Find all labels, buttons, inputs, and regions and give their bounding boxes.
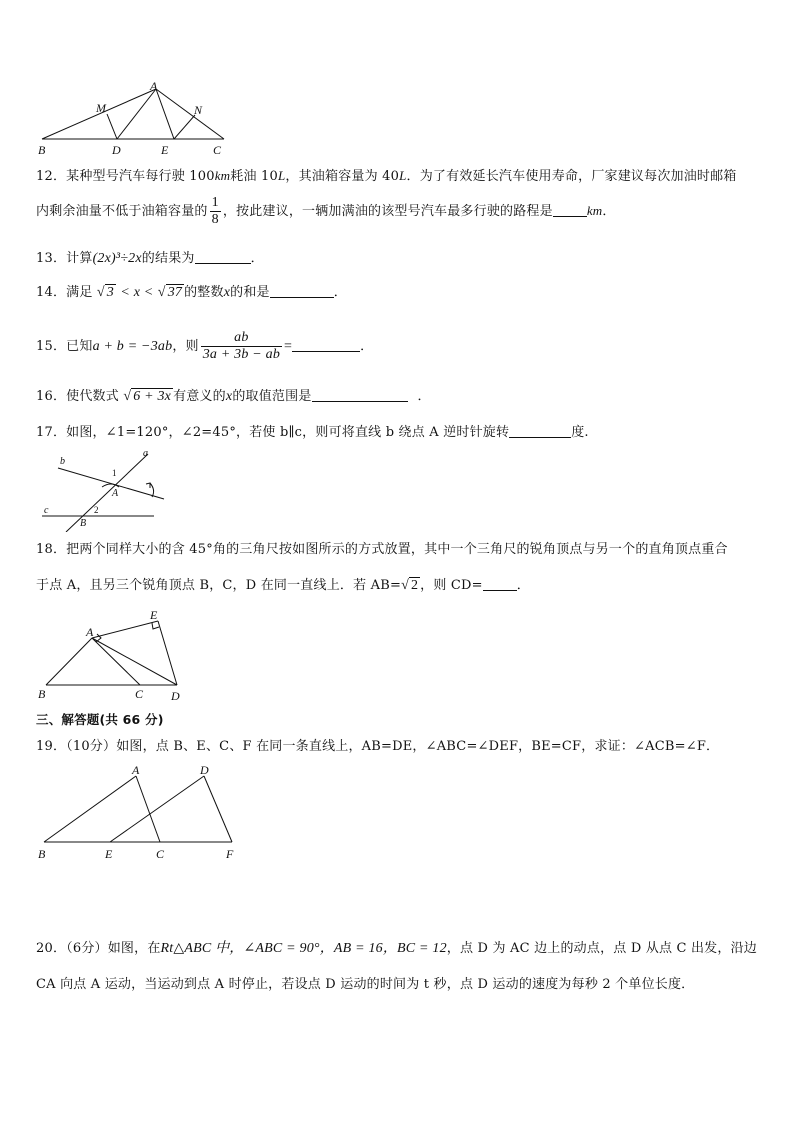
label-E: E	[150, 608, 158, 622]
label-B: B	[38, 687, 46, 701]
label-c: c	[44, 505, 49, 516]
section-heading: 三、解答题(共 66 分)	[36, 712, 164, 727]
label-a: A	[150, 79, 158, 93]
label-C: C	[135, 687, 144, 701]
question-20-line-2: CA 向点 A 运动，当运动到点 A 时停止，若设点 D 运动的时间为 t 秒，点 D 运动的速度为每秒 2 个单位长度．	[36, 977, 695, 992]
label-b: b	[60, 456, 65, 467]
label-D: D	[171, 689, 180, 702]
question-15: 15．已知a + b = −3ab，则 $\frac{ab}{3a + 3b - ab}$ = ．	[36, 330, 374, 362]
sqrt-37: √ 37	[157, 285, 183, 300]
figure-triangle-bdec	[30, 78, 240, 158]
label-F: F	[226, 847, 234, 861]
label-A: A	[112, 488, 119, 499]
question-12-line-1: 12．某种型号汽车每行驶 100km耗油 10L，其油箱容量为 40L．为了有效延长汽车使用寿命，厂家建议每次加油时邮箱	[36, 168, 737, 184]
label-A: A	[132, 763, 140, 777]
label-b: B	[38, 143, 46, 157]
label-B: B	[38, 847, 46, 861]
label-angle-1: 1	[112, 468, 117, 478]
fraction-one-eighth: $\frac{1}{8}$	[211, 195, 219, 227]
label-E: E	[105, 847, 113, 861]
question-18-line-1: 18．把两个同样大小的含 45°角的三角尺按如图所示的方式放置，其中一个三角尺的锐角顶点与另一个的直角顶点重合	[36, 542, 728, 557]
sqrt-3: √ 3	[96, 285, 114, 300]
sqrt-6-plus-3x: √ 6 + 3x	[123, 389, 172, 404]
question-19: 19．（10分）如图，点 B、E、C、F 在同一条直线上，AB=DE，∠ABC=∠DEF，BE=CF，求证：∠ACB=∠F．	[36, 739, 720, 754]
question-17: 17．如图，∠1=120°，∠2=45°，若使 b∥c，则可将直线 b 绕点 A 逆时针旋转 度.	[36, 425, 589, 440]
question-18-line-2: 于点 A，且另三个锐角顶点 B，C，D 在同一直线上．若 AB=√ 2 ，则 CD= ．	[36, 578, 530, 593]
answer-blank-18[interactable]	[483, 577, 517, 591]
figure-triangle-rulers	[34, 606, 194, 702]
label-angle-2: 2	[94, 505, 99, 515]
answer-blank-17[interactable]	[509, 424, 571, 438]
label-m: M	[96, 101, 106, 115]
label-d: D	[112, 143, 121, 157]
figure-two-triangles	[32, 762, 242, 862]
question-14: 14．满足 √ 3 < x < √ 37 的整数x的和是 ．	[36, 285, 347, 300]
answer-blank-14[interactable]	[270, 284, 334, 298]
answer-blank-12[interactable]	[553, 203, 587, 217]
label-B: B	[80, 518, 87, 529]
label-C: C	[156, 847, 165, 861]
answer-blank-13[interactable]	[195, 250, 251, 264]
label-A: A	[86, 625, 94, 639]
label-a: a	[143, 448, 148, 459]
question-20-line-1: 20．（6分）如图，在Rt△ABC 中，∠ABC = 90°，AB = 16，BC = 12，点 D 为 AC 边上的动点，点 D 从点 C 出发，沿边	[36, 941, 757, 956]
sqrt-2: √ 2	[401, 578, 419, 593]
fraction-ab: $\frac{ab}{3a + 3b - ab}$	[202, 330, 281, 362]
figure-lines-rotation	[36, 446, 166, 532]
question-12-line-2: 内剩余油量不低于油箱容量的 $\frac{1}{8}$ ，按此建议，一辆加满油的该型号汽车最多行驶的路程是 km．	[36, 195, 616, 227]
label-n: N	[194, 103, 203, 117]
label-e: E	[161, 143, 169, 157]
answer-blank-16[interactable]	[312, 388, 408, 402]
label-c: C	[213, 143, 222, 157]
question-16: 16．使代数式 √ 6 + 3x 有意义的x的取值范围是 ．	[36, 389, 431, 404]
label-D: D	[200, 763, 209, 777]
question-13: 13．计算(2x)³÷2x的结果为 ．	[36, 251, 264, 266]
answer-blank-15[interactable]	[292, 338, 360, 352]
